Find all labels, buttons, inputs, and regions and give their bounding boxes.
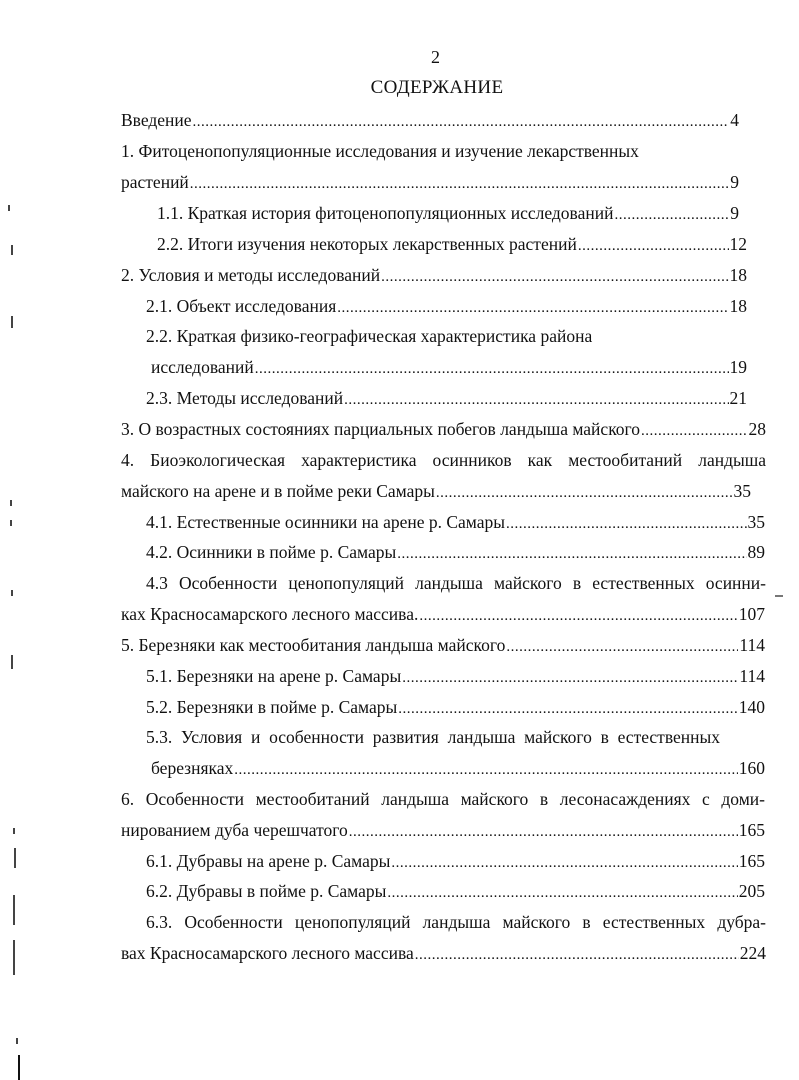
dot-leader xyxy=(419,604,737,628)
toc-entry-page: 224 xyxy=(739,943,766,963)
toc-entry-text: 6. Особенности местообитаний ландыша майского в лесонасаждениях с доми- xyxy=(121,789,765,809)
dot-leader xyxy=(344,388,728,412)
toc-entry xyxy=(121,448,766,472)
toc-entry xyxy=(121,818,765,842)
dot-leader xyxy=(506,512,746,536)
toc-entry-text: исследований xyxy=(151,357,254,377)
scan-mark xyxy=(8,205,10,211)
toc-entry-page: 107 xyxy=(738,604,765,624)
toc-entry xyxy=(146,571,766,595)
toc-entry xyxy=(146,695,765,719)
dot-leader xyxy=(641,419,747,443)
toc-entry-text: вах Красносамарского лесного массива xyxy=(121,943,414,963)
toc-entry xyxy=(146,879,765,903)
toc-entry xyxy=(121,417,766,441)
toc-entry-text: 4.2. Осинники в пойме р. Самары xyxy=(146,542,397,562)
toc-entry xyxy=(146,849,765,873)
toc-entry-page: 35 xyxy=(747,512,765,532)
scan-mark xyxy=(13,895,15,925)
dot-leader xyxy=(506,635,738,659)
toc-entry-text: 2.3. Методы исследований xyxy=(146,388,344,408)
toc-entry xyxy=(121,170,739,194)
toc-entry-text: 3. О возрастных состояниях парциальных побегов ландыша майского xyxy=(121,419,641,439)
toc-entry xyxy=(157,201,739,225)
toc-entry-text: 2.2. Краткая физико-географическая характеристика района xyxy=(146,326,593,346)
toc-entry xyxy=(146,540,765,564)
scan-mark xyxy=(18,1055,20,1080)
scan-mark xyxy=(11,655,13,669)
dot-leader xyxy=(402,666,738,690)
toc-entry xyxy=(121,139,681,163)
toc-entry-page: 9 xyxy=(730,172,739,192)
scan-mark xyxy=(11,590,13,596)
toc-entry xyxy=(121,787,765,811)
toc-entry xyxy=(146,664,765,688)
toc-entry-page: 4 xyxy=(730,110,739,130)
toc-entry-page: 28 xyxy=(748,419,766,439)
toc-entry xyxy=(157,232,747,256)
dot-leader xyxy=(255,357,729,381)
dot-leader xyxy=(398,697,738,721)
toc-entry xyxy=(121,108,739,132)
toc-entry-text: Введение xyxy=(121,110,192,130)
dot-leader xyxy=(391,851,737,875)
dot-leader xyxy=(415,943,739,967)
toc-entry-page: 89 xyxy=(747,542,765,562)
toc-entry-text: нированием дуба черешчатого xyxy=(121,820,348,840)
dot-leader xyxy=(193,110,730,134)
toc-entry-text: 5. Березняки как местообитания ландыша майского xyxy=(121,635,506,655)
scan-mark xyxy=(14,848,16,868)
toc-entry-page: 18 xyxy=(729,265,747,285)
toc-entry-page: 160 xyxy=(738,758,765,778)
toc-entry-text: 4.1. Естественные осинники на арене р. Самары xyxy=(146,512,506,532)
toc-entry-text: березняках xyxy=(151,758,234,778)
toc-entry-page: 165 xyxy=(738,820,765,840)
toc-entry xyxy=(151,756,765,780)
toc-entry-page: 9 xyxy=(730,203,739,223)
toc-entry-text: растений xyxy=(121,172,189,192)
toc-entry xyxy=(121,602,765,626)
dot-leader xyxy=(436,481,733,505)
scan-mark xyxy=(10,500,12,506)
page-number: 2 xyxy=(431,47,440,67)
toc-entry-text: 5.3. Условия и особенности развития ландыша майского в естественных xyxy=(146,727,720,747)
toc-entry-page: 140 xyxy=(738,697,765,717)
dot-leader xyxy=(381,265,728,289)
toc-entry-page: 19 xyxy=(729,357,747,377)
toc-entry-page: 114 xyxy=(739,666,765,686)
toc-entry xyxy=(146,725,720,749)
dot-leader xyxy=(397,542,746,566)
toc-entry-text: 6.1. Дубравы на арене р. Самары xyxy=(146,851,391,871)
scan-mark xyxy=(10,520,12,526)
toc-entry-text: 5.2. Березняки в пойме р. Самары xyxy=(146,697,398,717)
dot-leader xyxy=(614,203,729,227)
scan-mark xyxy=(11,316,13,328)
dot-leader xyxy=(349,820,738,844)
toc-entry-page: 114 xyxy=(739,635,765,655)
toc-entry-page: 12 xyxy=(729,234,747,254)
toc-entry xyxy=(146,294,747,318)
toc-entry-page: 165 xyxy=(738,851,765,871)
toc-entry xyxy=(121,633,765,657)
toc-entry-text: ках Красносамарского лесного массива. xyxy=(121,604,419,624)
dot-leader xyxy=(190,172,729,196)
scan-mark xyxy=(775,595,783,597)
toc-entry xyxy=(146,910,766,934)
toc-entry-page: 18 xyxy=(729,296,747,316)
toc-entry xyxy=(151,355,747,379)
scan-mark xyxy=(16,1038,18,1044)
toc-entry-page: 205 xyxy=(738,881,765,901)
toc-entry-text: 2. Условия и методы исследований xyxy=(121,265,381,285)
scan-mark xyxy=(13,940,15,975)
scan-mark xyxy=(13,828,15,834)
dot-leader xyxy=(387,881,737,905)
toc-entry-text: 6.3. Особенности ценопопуляций ландыша майского в естественных дубра- xyxy=(146,912,766,932)
toc-entry-text: 4.3 Особенности ценопопуляций ландыша майского в естественных осинни- xyxy=(146,573,766,593)
toc-entry-page: 35 xyxy=(733,481,751,501)
toc-entry-page: 21 xyxy=(729,388,747,408)
toc-entry xyxy=(121,263,747,287)
toc-entry-text: 1. Фитоценопопуляционные исследования и изучение лекарственных xyxy=(121,141,639,161)
page-title: СОДЕРЖАНИЕ xyxy=(370,77,504,98)
toc-entry-text: майского на арене и в пойме реки Самары xyxy=(121,481,435,501)
toc-entry-text: 6.2. Дубравы в пойме р. Самары xyxy=(146,881,387,901)
toc-entry-text: 2.1. Объект исследования xyxy=(146,296,337,316)
dot-leader xyxy=(234,758,737,782)
toc-entry xyxy=(146,510,765,534)
toc-entry xyxy=(146,386,747,410)
toc-entry-text: 2.2. Итоги изучения некоторых лекарственных растений xyxy=(157,234,577,254)
toc-entry-text: 5.1. Березняки на арене р. Самары xyxy=(146,666,402,686)
dot-leader xyxy=(578,234,729,258)
toc-entry xyxy=(121,479,751,503)
toc-entry-text: 4. Биоэкологическая характеристика осинников как местообитаний ландыша xyxy=(121,450,766,470)
toc-entry-text: 1.1. Краткая история фитоценопопуляционных исследований xyxy=(157,203,614,223)
scan-mark xyxy=(11,245,13,255)
toc-entry xyxy=(121,941,766,965)
dot-leader xyxy=(337,296,728,320)
toc-entry xyxy=(146,324,706,348)
